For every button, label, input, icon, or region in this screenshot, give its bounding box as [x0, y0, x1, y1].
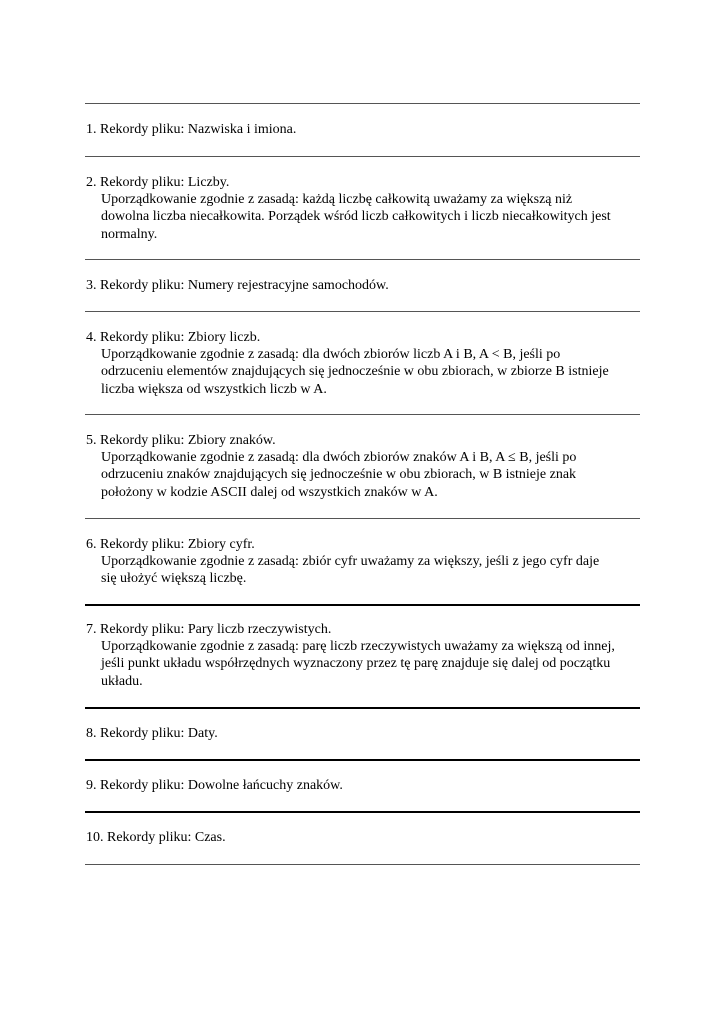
- description-line: Uporządkowanie zgodnie z zasadą: dla dwóch zbiorów liczb A i B, A < B, jeśli po: [101, 347, 561, 363]
- item-title: 6. Rekordy pliku: Zbiory cyfr.: [86, 537, 255, 552]
- list-item-7: [86, 621, 646, 690]
- item-title: 8. Rekordy pliku: Daty.: [86, 726, 218, 741]
- list-item-10: [86, 829, 646, 846]
- item-description: [86, 553, 646, 587]
- divider-line: [85, 518, 640, 519]
- description-line: Uporządkowanie zgodnie z zasadą: zbiór cyfr uważamy za większy, jeśli z jego cyfr daje: [101, 554, 600, 570]
- list-item-9: [86, 777, 646, 794]
- list-item-4: [86, 329, 646, 398]
- description-line: Uporządkowanie zgodnie z zasadą: dla dwóch zbiorów znaków A i B, A ≤ B, jeśli po: [101, 450, 577, 466]
- item-description: [86, 638, 646, 690]
- item-title: 3. Rekordy pliku: Numery rejestracyjne samochodów.: [86, 278, 389, 293]
- divider-line: [85, 311, 640, 312]
- list-item-8: [86, 725, 646, 742]
- divider-line: [85, 156, 640, 157]
- description-line: odrzuceniu znaków znajdujących się jednocześnie w obu zbiorach, w B istnieje znak: [101, 467, 577, 483]
- item-title: 5. Rekordy pliku: Zbiory znaków.: [86, 433, 276, 448]
- description-line: normalny.: [101, 226, 158, 242]
- divider-line: [85, 811, 640, 813]
- list-item-3: [86, 277, 646, 294]
- description-line: liczba większa od wszystkich liczb w A.: [101, 381, 327, 397]
- description-line: położony w kodzie ASCII dalej od wszystkich znaków w A.: [101, 484, 438, 500]
- description-line: dowolna liczba niecałkowita. Porządek wśród liczb całkowitych i liczb niecałkowitych jest: [101, 209, 611, 225]
- divider-line: [85, 259, 640, 260]
- list-item-1: [86, 121, 646, 138]
- item-description: [86, 191, 646, 243]
- item-description: [86, 449, 646, 501]
- list-item-6: [86, 536, 646, 588]
- divider-line: [85, 864, 640, 865]
- item-title: 9. Rekordy pliku: Dowolne łańcuchy znaków.: [86, 778, 343, 793]
- list-item-2: [86, 174, 646, 243]
- list-item-5: [86, 432, 646, 501]
- description-line: się ułożyć większą liczbę.: [101, 571, 247, 587]
- description-line: Uporządkowanie zgodnie z zasadą: każdą liczbę całkowitą uważamy za większą niż: [101, 192, 573, 208]
- divider-line: [85, 604, 640, 606]
- item-description: [86, 346, 646, 398]
- item-title: 10. Rekordy pliku: Czas.: [86, 830, 226, 845]
- divider-line: [85, 759, 640, 761]
- description-line: odrzuceniu elementów znajdujących się jednocześnie w obu zbiorach, w zbiorze B istnieje: [101, 364, 609, 380]
- description-line: jeśli punkt układu współrzędnych wyznaczony przez tę parę znajduje się dalej od początku: [101, 656, 611, 672]
- description-line: układu.: [101, 673, 143, 689]
- divider-line: [85, 414, 640, 415]
- item-title: 2. Rekordy pliku: Liczby.: [86, 175, 230, 190]
- divider-line: [85, 707, 640, 709]
- item-title: 1. Rekordy pliku: Nazwiska i imiona.: [86, 122, 297, 137]
- description-line: Uporządkowanie zgodnie z zasadą: parę liczb rzeczywistych uważamy za większą od innej,: [101, 639, 615, 655]
- item-title: 7. Rekordy pliku: Pary liczb rzeczywistych.: [86, 622, 332, 637]
- item-title: 4. Rekordy pliku: Zbiory liczb.: [86, 330, 261, 345]
- divider-line: [85, 103, 640, 104]
